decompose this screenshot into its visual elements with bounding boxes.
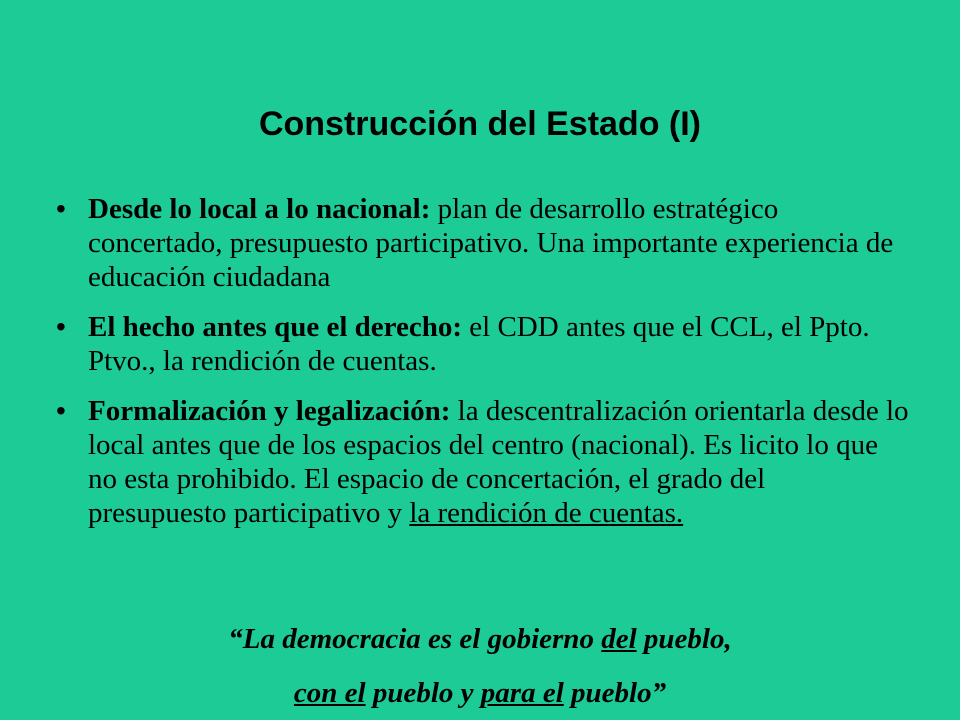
bullet-icon: • — [56, 193, 66, 224]
bullet-underlined-text: la rendición de cuentas. — [409, 497, 684, 529]
quote-line-1 — [0, 622, 960, 656]
bullet-text: el CDD antes que el CCL, el Ppto. Ptvo., la rendición de cuentas. — [88, 311, 870, 377]
bullet-text: la descentralización orientarla desde lo local antes que de los espacios del centro (nacional). Es licito lo que no esta prohibido. El espacio de concertación, el grado del presupuesto participativo y — [88, 395, 909, 529]
quote-part: pueblo, — [636, 623, 732, 655]
quote-underlined: del — [601, 623, 637, 655]
quote-part: “La democracia es el gobierno — [228, 623, 602, 655]
slide-title: Construcción del Estado (I) — [258, 105, 702, 143]
bullet-lead: Formalización y legalización: — [88, 395, 451, 427]
bullet-text: plan de desarrollo estratégico concertado, presupuesto participativo. Una importante experiencia de educación ciudadana — [88, 193, 894, 293]
quote-underlined: con el — [293, 677, 366, 709]
bullet-item-hecho-derecho — [48, 310, 910, 378]
bullet-lead: El hecho antes que el derecho: — [88, 311, 463, 343]
quote-underlined: para el — [480, 677, 564, 709]
bullet-icon: • — [56, 395, 66, 426]
bullet-item-formalizacion — [48, 394, 910, 530]
quote-part: pueblo” — [563, 677, 667, 709]
bullet-lead: Desde lo local a lo nacional: — [88, 193, 431, 225]
quote-line-2 — [0, 676, 960, 710]
bullet-list — [48, 192, 910, 546]
bullet-item-local-nacional — [48, 192, 910, 294]
quote-part: pueblo y — [365, 677, 481, 709]
bullet-icon: • — [56, 311, 66, 342]
